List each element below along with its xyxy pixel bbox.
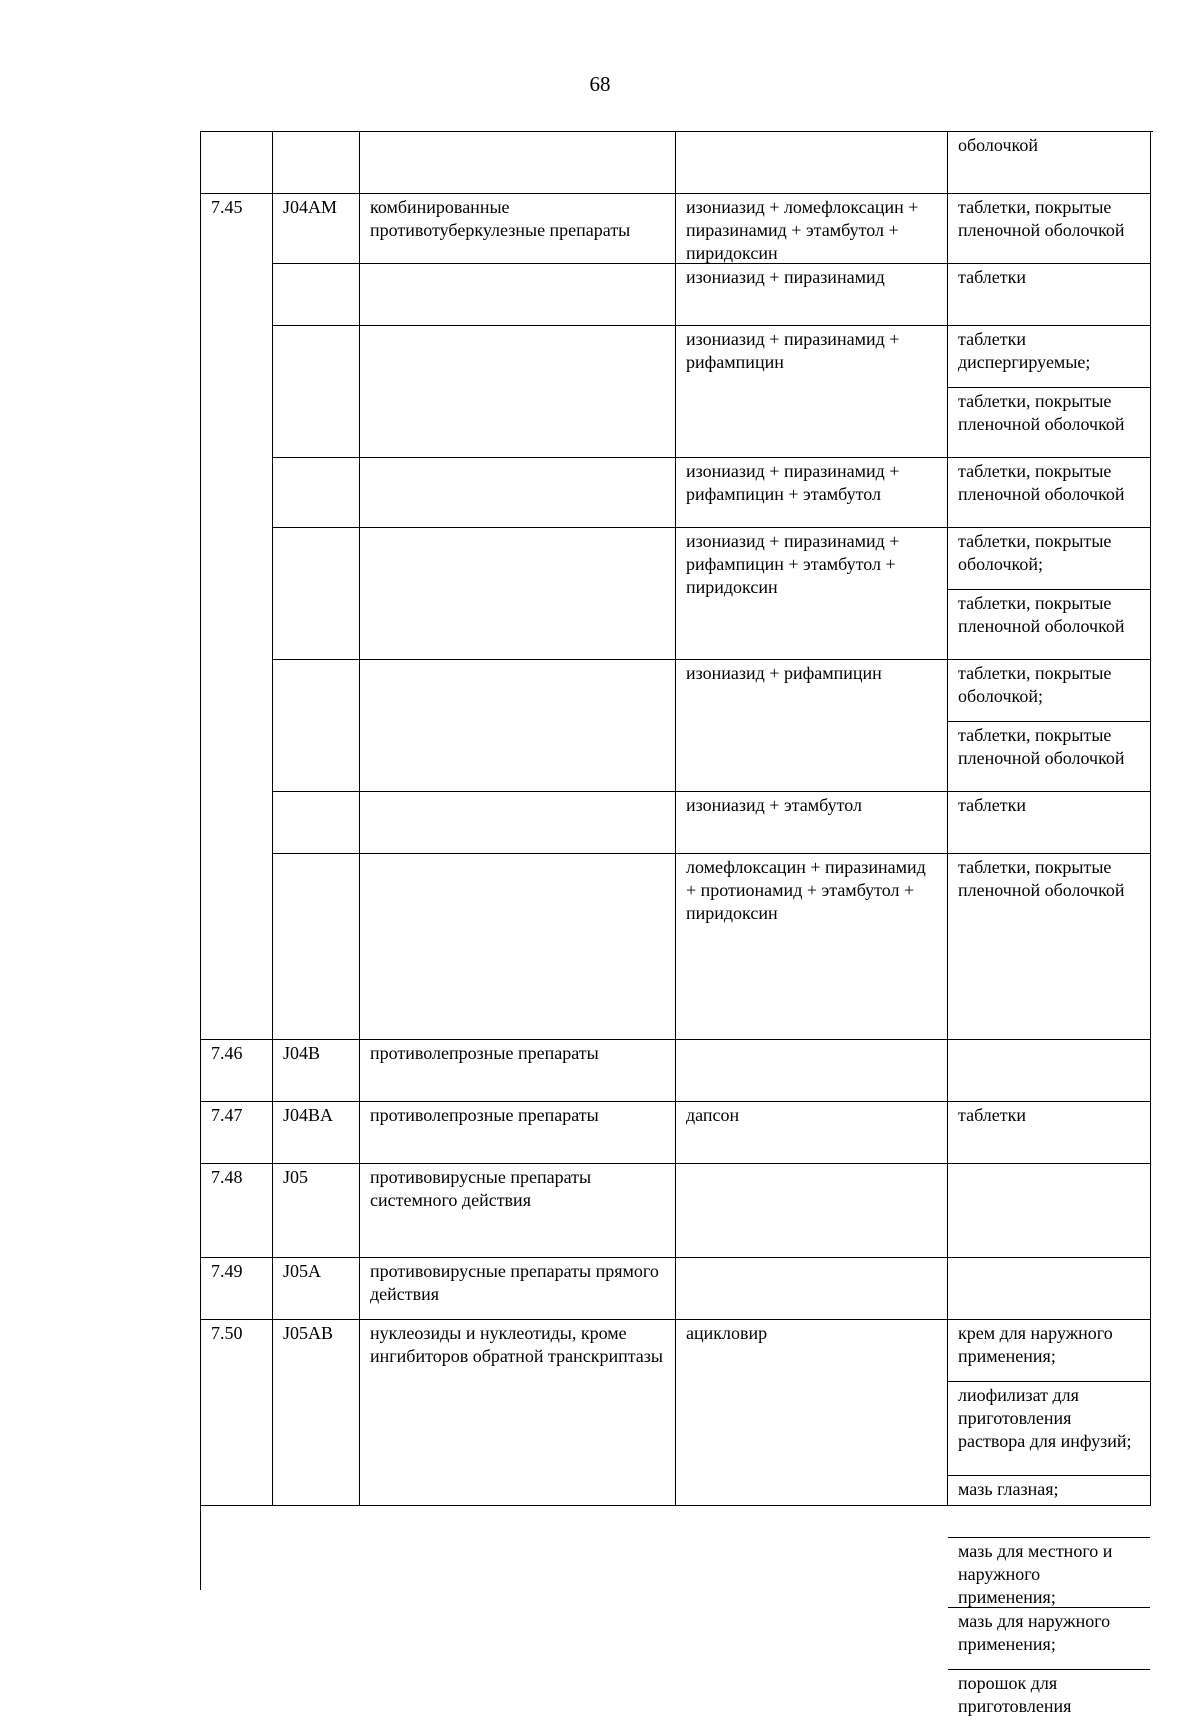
cell-group-7-47: противолепрозные препараты	[360, 1102, 676, 1164]
cell-drug-7-46	[676, 1040, 948, 1102]
cell-code-7-49: J05A	[273, 1258, 360, 1320]
cell-code-7-47: J04BA	[273, 1102, 360, 1164]
cell-form-continued: оболочкой	[948, 132, 1151, 194]
cell-code-empty	[273, 326, 360, 458]
cell-group-empty	[360, 458, 676, 528]
forms-stack-7-50	[948, 1320, 1151, 1716]
cell-form-7-50-5: мазь для наружного применения;	[948, 1608, 1150, 1670]
cell-code-empty	[273, 792, 360, 854]
cell-form-7-45-6b: таблетки, покрытые пленочной оболочкой	[948, 722, 1151, 792]
cell-group-empty	[360, 660, 676, 792]
cell-drug-7-50: ацикловир	[676, 1320, 948, 1506]
cell-num-7-49: 7.49	[201, 1258, 273, 1320]
cell-drug-7-45-7: изониазид + этамбутол	[676, 792, 948, 854]
cell-drug-7-47: дапсон	[676, 1102, 948, 1164]
cell-group-empty	[360, 792, 676, 854]
cell-group-7-49: противовирусные препараты прямого действия	[360, 1258, 676, 1320]
cell-form-7-45-8: таблетки, покрытые пленочной оболочкой	[948, 854, 1151, 1040]
cell-form-7-50-1: крем для наружного применения;	[948, 1320, 1150, 1382]
cell-form-7-45-6a: таблетки, покрытые оболочкой;	[948, 660, 1151, 722]
cell-num-7-46: 7.46	[201, 1040, 273, 1102]
cell-num-7-45: 7.45	[201, 194, 273, 1040]
cell-code-empty	[273, 458, 360, 528]
cell-form-7-45-1: таблетки, покрытые пленочной оболочкой	[948, 194, 1151, 264]
cell-code-continued	[273, 132, 360, 194]
cell-form-7-45-7: таблетки	[948, 792, 1151, 854]
cell-group-empty	[360, 264, 676, 326]
cell-form-7-45-4: таблетки, покрытые пленочной оболочкой	[948, 458, 1151, 528]
cell-group-empty	[360, 854, 676, 1040]
cell-drug-7-45-3: изониазид + пиразинамид + рифампицин	[676, 326, 948, 458]
cell-form-7-48	[948, 1164, 1151, 1258]
cell-code-7-50: J05AB	[273, 1320, 360, 1506]
cell-form-7-50-3: мазь глазная;	[948, 1476, 1150, 1538]
cell-num-7-50: 7.50	[201, 1320, 273, 1506]
cell-code-7-48: J05	[273, 1164, 360, 1258]
cell-group-empty	[360, 326, 676, 458]
drug-table	[200, 131, 1153, 1716]
cell-drug-7-45-1: изониазид + ломефлоксацин + пиразинамид + этамбутол + пиридоксин	[676, 194, 948, 264]
cell-form-7-45-5a: таблетки, покрытые оболочкой;	[948, 528, 1151, 590]
cell-code-7-46: J04B	[273, 1040, 360, 1102]
cell-form-7-45-5b: таблетки, покрытые пленочной оболочкой	[948, 590, 1151, 660]
cell-code-empty	[273, 854, 360, 1040]
cell-form-7-50-4: мазь для местного и наружного применения;	[948, 1538, 1150, 1608]
cell-form-7-50-2: лиофилизат для приготовления раствора для инфузий;	[948, 1382, 1150, 1476]
cell-code-empty	[273, 528, 360, 660]
cell-drug-7-45-6: изониазид + рифампицин	[676, 660, 948, 792]
cell-num-7-48: 7.48	[201, 1164, 273, 1258]
cell-code-empty	[273, 264, 360, 326]
cell-group-7-46: противолепрозные препараты	[360, 1040, 676, 1102]
cell-form-7-45-2: таблетки	[948, 264, 1151, 326]
cell-code-empty	[273, 660, 360, 792]
cell-drug-7-49	[676, 1258, 948, 1320]
cell-form-7-47: таблетки	[948, 1102, 1151, 1164]
cell-code-7-45: J04AM	[273, 194, 360, 264]
cell-form-7-46	[948, 1040, 1151, 1102]
cell-group-7-50: нуклеозиды и нуклеотиды, кроме ингибиторов обратной транскриптазы	[360, 1320, 676, 1506]
cell-drug-7-45-4: изониазид + пиразинамид + рифампицин + этамбутол	[676, 458, 948, 528]
cell-form-7-50-6: порошок для приготовления	[958, 1673, 1072, 1716]
cell-group-empty	[360, 528, 676, 660]
cell-group-continued	[360, 132, 676, 194]
cell-drug-continued	[676, 132, 948, 194]
cell-group-7-45: комбинированные противотуберкулезные препараты	[360, 194, 676, 264]
cell-drug-7-45-5: изониазид + пиразинамид + рифампицин + этамбутол + пиридоксин	[676, 528, 948, 660]
cell-form-7-49	[948, 1258, 1151, 1320]
cell-num-continued	[201, 132, 273, 194]
cell-num-7-47: 7.47	[201, 1102, 273, 1164]
cell-form-7-45-3a: таблетки диспергируемые;	[948, 326, 1151, 388]
cell-drug-7-45-8: ломефлоксацин + пиразинамид + протионамид + этамбутол + пиридоксин	[676, 854, 948, 1040]
cell-group-7-48: противовирусные препараты системного действия	[360, 1164, 676, 1258]
cell-drug-7-48	[676, 1164, 948, 1258]
page-number: 68	[589, 72, 611, 96]
cell-form-7-45-3b: таблетки, покрытые пленочной оболочкой	[948, 388, 1151, 458]
cell-drug-7-45-2: изониазид + пиразинамид	[676, 264, 948, 326]
